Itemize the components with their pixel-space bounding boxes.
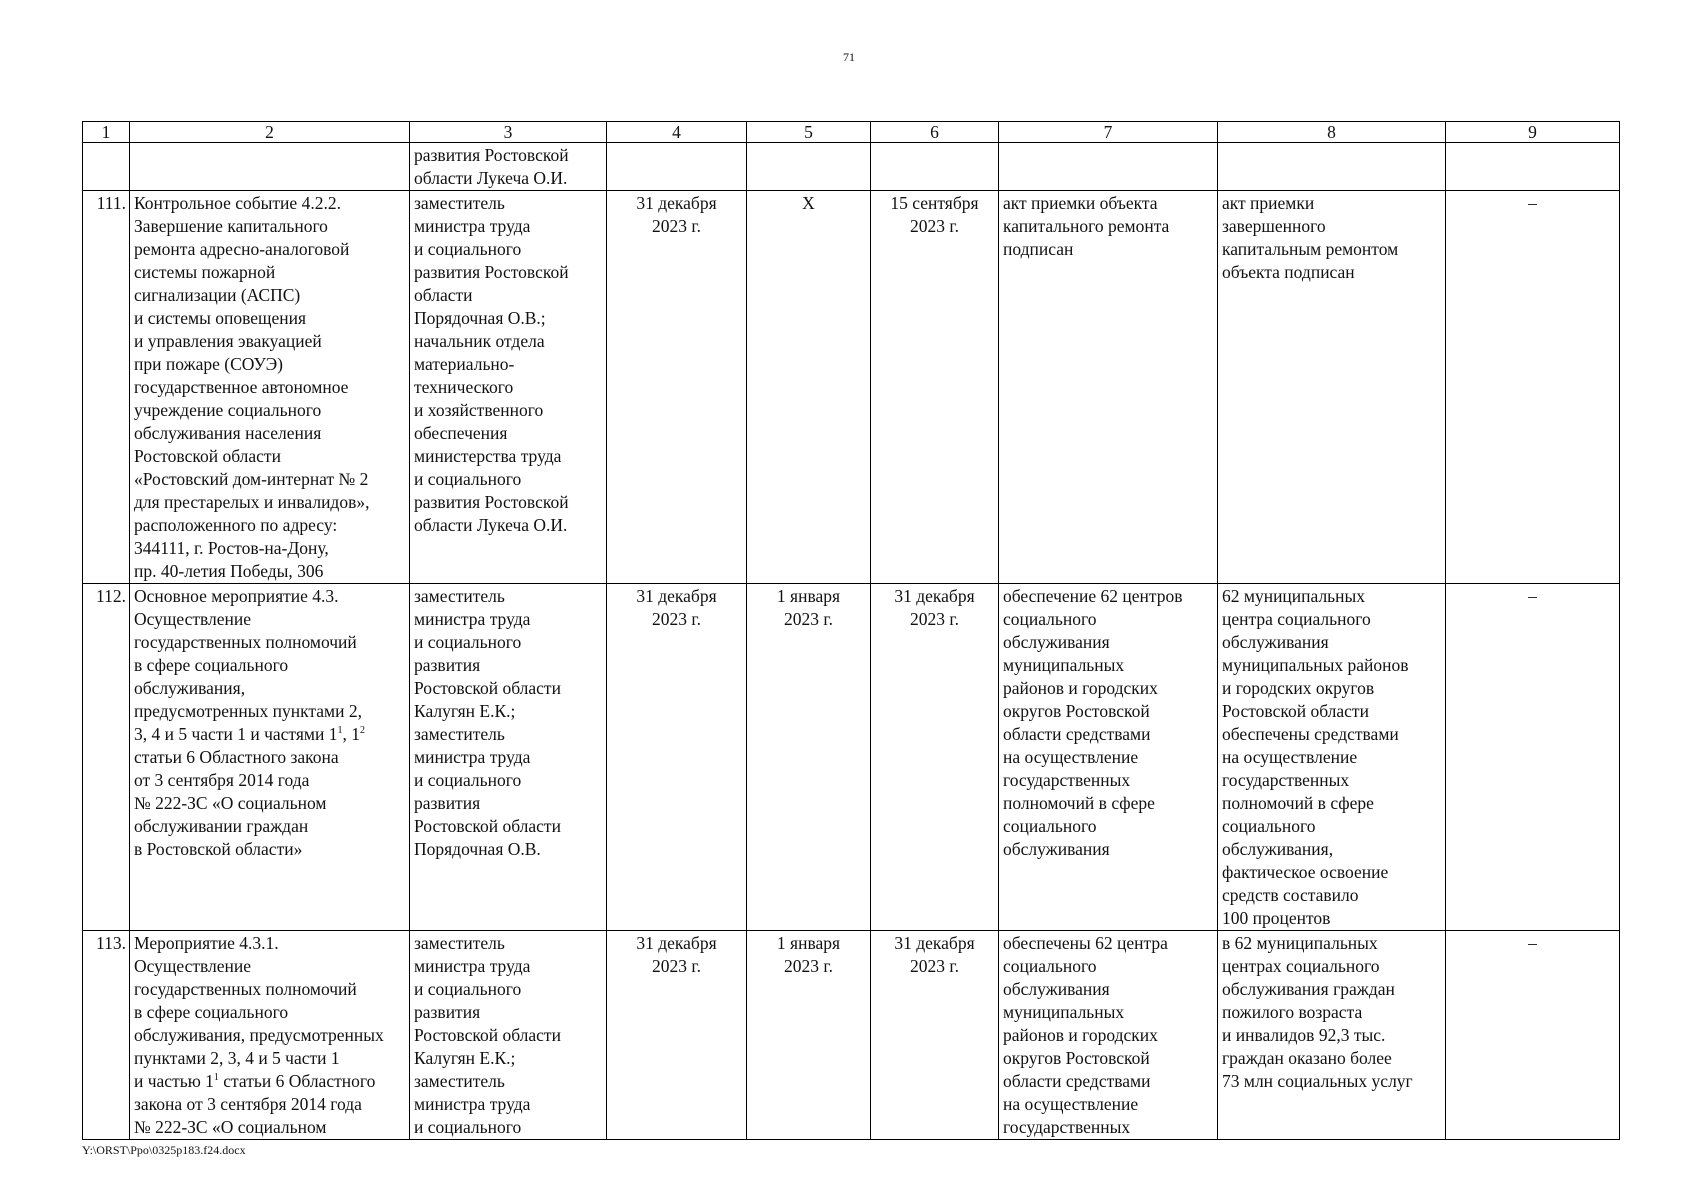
cell-text-line: 31 декабря (636, 586, 717, 606)
cell-text-line: и частью $1^1$ статьи 6 Областного (134, 1071, 376, 1091)
cell-text-line: «Ростовский дом-интернат № 2 (134, 469, 369, 489)
event-name-cell (130, 931, 410, 1140)
actual-start-date-cell (747, 191, 871, 584)
cell-text-line: развития Ростовской (414, 492, 569, 512)
responsible-person-cell (410, 191, 607, 584)
cell-text-line: 2023 г. (784, 609, 833, 629)
cell-text-line: № 222-ЗС «О социальном (134, 1117, 327, 1137)
table-row (83, 143, 1620, 191)
cell-text-line: ремонта адресно-аналоговой (134, 239, 350, 259)
cell-text-line: 2023 г. (784, 956, 833, 976)
cell-text-line: предусмотренных пунктами 2, (134, 701, 362, 721)
cell-text-line: сигнализации (АСПС) (134, 285, 301, 305)
cell-text-line: обслуживания (1003, 632, 1110, 652)
cell-text-line: обслуживания, предусмотренных (134, 1025, 384, 1045)
actual-result-cell (1218, 584, 1446, 931)
cell-text-line: при пожаре (СОУЭ) (134, 354, 283, 374)
cell-text-line: районов и городских (1003, 1025, 1158, 1045)
cell-text-line: обслуживания (1003, 979, 1110, 999)
cell-text-line: области средствами (1003, 1071, 1151, 1091)
cell-text-line: муниципальных районов (1222, 655, 1409, 675)
cell-text-line: государственных (1003, 770, 1131, 790)
actual-result-cell (1218, 191, 1446, 584)
cell-text-line: заместитель (414, 1071, 505, 1091)
cell-text-line: 31 декабря (636, 933, 717, 953)
header-col-8: 8 (1218, 122, 1446, 143)
cell-text-line: объекта подписан (1222, 262, 1355, 282)
cell-text-line: № 222-ЗС «О социальном (134, 793, 327, 813)
actual-end-date-cell (871, 584, 999, 931)
cell-text-line: министра труда (414, 956, 531, 976)
note-cell: – (1446, 931, 1620, 1140)
cell-text-line: Ростовской области (414, 816, 561, 836)
cell-text-line: области средствами (1003, 724, 1151, 744)
cell-text-line: 31 декабря (636, 193, 717, 213)
cell-text-line: Основное мероприятие 4.3. (134, 586, 339, 606)
column-number-header-row (83, 122, 1620, 143)
cell-text-line: на осуществление (1222, 747, 1358, 767)
note-cell: – (1446, 191, 1620, 584)
cell-text-line: Ростовской области (414, 678, 561, 698)
cell-text-line: 3, 4 и 5 части 1 и частями $1^1$, $1^2$ (134, 724, 365, 744)
cell-text-line: Калугян Е.К.; (414, 701, 516, 721)
actual-start-date-cell (747, 584, 871, 931)
cell-text-line: районов и городских (1003, 678, 1158, 698)
plan-table (82, 121, 1620, 1140)
cell-text-line: обслуживания (1222, 632, 1329, 652)
cell-text-line: от 3 сентября 2014 года (134, 770, 310, 790)
cell-text-line: полномочий в сфере (1003, 793, 1155, 813)
cell-text-line: обслуживания населения (134, 423, 322, 443)
cell-text-line: и управления эвакуацией (134, 331, 322, 351)
responsible-person-cell (410, 931, 607, 1140)
row-number-cell (83, 143, 130, 191)
cell-text-line: 1 января (776, 933, 841, 953)
cell-text-line: и социального (414, 1117, 522, 1137)
cell-text-line: на осуществление (1003, 1094, 1139, 1114)
cell-text-line: 2023 г. (910, 609, 959, 629)
cell-text-line: Осуществление (134, 609, 252, 629)
cell-text-line: министерства труда (414, 446, 562, 466)
cell-text-line: государственных (1222, 770, 1350, 790)
cell-text-line: министра труда (414, 1094, 531, 1114)
cell-text-line: полномочий в сфере (1222, 793, 1374, 813)
planned-result-cell (999, 931, 1218, 1140)
planned-end-date-cell (607, 143, 747, 191)
header-col-6: 6 (871, 122, 999, 143)
cell-text-line: расположенного по адресу: (134, 515, 338, 535)
cell-text-line: статьи 6 Областного закона (134, 747, 339, 767)
planned-result-cell (999, 191, 1218, 584)
cell-text-line: министра труда (414, 609, 531, 629)
cell-text-line: обслуживания (1003, 839, 1110, 859)
cell-text-line: министра труда (414, 216, 531, 236)
cell-text-line: области Лукеча О.И. (414, 515, 568, 535)
cell-text-line: муниципальных (1003, 655, 1125, 675)
cell-text-line: средств составило (1222, 885, 1359, 905)
planned-end-date-cell (607, 191, 747, 584)
planned-result-cell (999, 143, 1218, 191)
cell-text-line: обеспечение 62 центров (1003, 586, 1183, 606)
cell-text-line: учреждение социального (134, 400, 322, 420)
cell-text-line: социального (1003, 956, 1097, 976)
cell-text-line: центрах социального (1222, 956, 1380, 976)
cell-text-line: социального (1222, 816, 1316, 836)
cell-text-line: Порядочная О.В.; (414, 308, 546, 328)
actual-end-date-cell (871, 191, 999, 584)
cell-text-line: государственных полномочий (134, 979, 357, 999)
cell-text-line: Х (802, 193, 815, 213)
cell-text-line: обслуживании граждан (134, 816, 309, 836)
note-cell: – (1446, 584, 1620, 931)
cell-text-line: закона от 3 сентября 2014 года (134, 1094, 362, 1114)
cell-text-line: заместитель (414, 586, 505, 606)
cell-text-line: развития (414, 655, 481, 675)
cell-text-line: обеспечения (414, 423, 508, 443)
cell-text-line: и социального (414, 469, 522, 489)
actual-start-date-cell (747, 931, 871, 1140)
cell-text-line: 2023 г. (652, 956, 701, 976)
cell-text-line: Ростовской области (414, 1025, 561, 1045)
cell-text-line: и социального (414, 632, 522, 652)
event-name-cell (130, 584, 410, 931)
header-col-9: 9 (1446, 122, 1620, 143)
cell-text-line: и хозяйственного (414, 400, 544, 420)
cell-text-line: материально- (414, 354, 515, 374)
cell-text-line: системы пожарной (134, 262, 276, 282)
cell-text-line: 344111, г. Ростов-на-Дону, (134, 538, 329, 558)
cell-text-line: 31 декабря (894, 586, 975, 606)
file-path-footer: Y:\ORST\Ppo\0325p183.f24.docx (82, 1143, 246, 1157)
cell-text-line: развития Ростовской (414, 145, 569, 165)
cell-text-line: Осуществление (134, 956, 252, 976)
cell-text-line: социального (1003, 609, 1097, 629)
cell-text-line: министра труда (414, 747, 531, 767)
planned-end-date-cell (607, 931, 747, 1140)
cell-text-line: государственное автономное (134, 377, 349, 397)
cell-text-line: развития (414, 793, 481, 813)
cell-text-line: 2023 г. (652, 609, 701, 629)
responsible-person-cell (410, 584, 607, 931)
cell-text-line: муниципальных (1003, 1002, 1125, 1022)
cell-text-line: в сфере социального (134, 1002, 289, 1022)
cell-text-line: области (414, 285, 473, 305)
header-col-4: 4 (607, 122, 747, 143)
cell-text-line: и социального (414, 239, 522, 259)
table-row (83, 191, 1620, 584)
planned-result-cell (999, 584, 1218, 931)
actual-end-date-cell (871, 143, 999, 191)
cell-text-line: обслуживания, (134, 678, 246, 698)
cell-text-line: области Лукеча О.И. (414, 168, 568, 188)
cell-text-line: завершенного (1222, 216, 1326, 236)
cell-text-line: и инвалидов 92,3 тыс. (1222, 1025, 1386, 1045)
note-cell (1446, 143, 1620, 191)
header-col-5: 5 (747, 122, 871, 143)
cell-text-line: 100 процентов (1222, 908, 1331, 928)
cell-text-line: технического (414, 377, 514, 397)
actual-start-date-cell (747, 143, 871, 191)
actual-end-date-cell (871, 931, 999, 1140)
cell-text-line: и городских округов (1222, 678, 1375, 698)
header-col-1: 1 (83, 122, 130, 143)
header-col-7: 7 (999, 122, 1218, 143)
cell-text-line: Мероприятие 4.3.1. (134, 933, 279, 953)
event-name-cell (130, 191, 410, 584)
cell-text-line: 2023 г. (910, 216, 959, 236)
cell-text-line: для престарелых и инвалидов», (134, 492, 370, 512)
header-col-3: 3 (410, 122, 607, 143)
cell-text-line: акт приемки (1222, 193, 1315, 213)
cell-text-line: Ростовской области (134, 446, 281, 466)
responsible-person-cell (410, 143, 607, 191)
cell-text-line: обеспечены 62 центра (1003, 933, 1168, 953)
table-row (83, 931, 1620, 1140)
cell-text-line: государственных (1003, 1117, 1131, 1137)
header-col-2: 2 (130, 122, 410, 143)
table-row (83, 584, 1620, 931)
row-number-cell: 113. (83, 931, 130, 1140)
cell-text-line: 15 сентября (890, 193, 979, 213)
cell-text-line: Завершение капитального (134, 216, 328, 236)
cell-text-line: пожилого возраста (1222, 1002, 1363, 1022)
cell-text-line: и системы оповещения (134, 308, 307, 328)
cell-text-line: развития Ростовской (414, 262, 569, 282)
cell-text-line: 2023 г. (910, 956, 959, 976)
cell-text-line: государственных полномочий (134, 632, 357, 652)
event-name-cell (130, 143, 410, 191)
cell-text-line: округов Ростовской (1003, 1048, 1150, 1068)
cell-text-line: фактическое освоение (1222, 862, 1389, 882)
cell-text-line: 73 млн социальных услуг (1222, 1071, 1413, 1091)
actual-result-cell (1218, 143, 1446, 191)
cell-text-line: обслуживания граждан (1222, 979, 1395, 999)
cell-text-line: 1 января (776, 586, 841, 606)
cell-text-line: капитального ремонта (1003, 216, 1170, 236)
cell-text-line: и социального (414, 979, 522, 999)
row-number-cell: 112. (83, 584, 130, 931)
cell-text-line: пр. 40-летия Победы, 306 (134, 561, 324, 581)
cell-text-line: заместитель (414, 193, 505, 213)
row-number-cell: 111. (83, 191, 130, 584)
cell-text-line: социального (1003, 816, 1097, 836)
cell-text-line: Ростовской области (1222, 701, 1369, 721)
cell-text-line: Порядочная О.В. (414, 839, 541, 859)
cell-text-line: 31 декабря (894, 933, 975, 953)
cell-text-line: 2023 г. (652, 216, 701, 236)
cell-text-line: центра социального (1222, 609, 1371, 629)
cell-text-line: заместитель (414, 933, 505, 953)
cell-text-line: в сфере социального (134, 655, 289, 675)
cell-text-line: начальник отдела (414, 331, 545, 351)
cell-text-line: в Ростовской области» (134, 839, 303, 859)
cell-text-line: пунктами 2, 3, 4 и 5 части 1 (134, 1048, 340, 1068)
cell-text-line: 62 муниципальных (1222, 586, 1366, 606)
cell-text-line: заместитель (414, 724, 505, 744)
cell-text-line: Калугян Е.К.; (414, 1048, 516, 1068)
cell-text-line: обслуживания, (1222, 839, 1334, 859)
cell-text-line: обеспечены средствами (1222, 724, 1399, 744)
cell-text-line: акт приемки объекта (1003, 193, 1158, 213)
cell-text-line: округов Ростовской (1003, 701, 1150, 721)
cell-text-line: граждан оказано более (1222, 1048, 1392, 1068)
cell-text-line: капитальным ремонтом (1222, 239, 1399, 259)
cell-text-line: и социального (414, 770, 522, 790)
cell-text-line: на осуществление (1003, 747, 1139, 767)
cell-text-line: Контрольное событие 4.2.2. (134, 193, 341, 213)
cell-text-line: в 62 муниципальных (1222, 933, 1378, 953)
cell-text-line: подписан (1003, 239, 1074, 259)
actual-result-cell (1218, 931, 1446, 1140)
cell-text-line: развития (414, 1002, 481, 1022)
planned-end-date-cell (607, 584, 747, 931)
page-number: 71 (843, 50, 855, 64)
